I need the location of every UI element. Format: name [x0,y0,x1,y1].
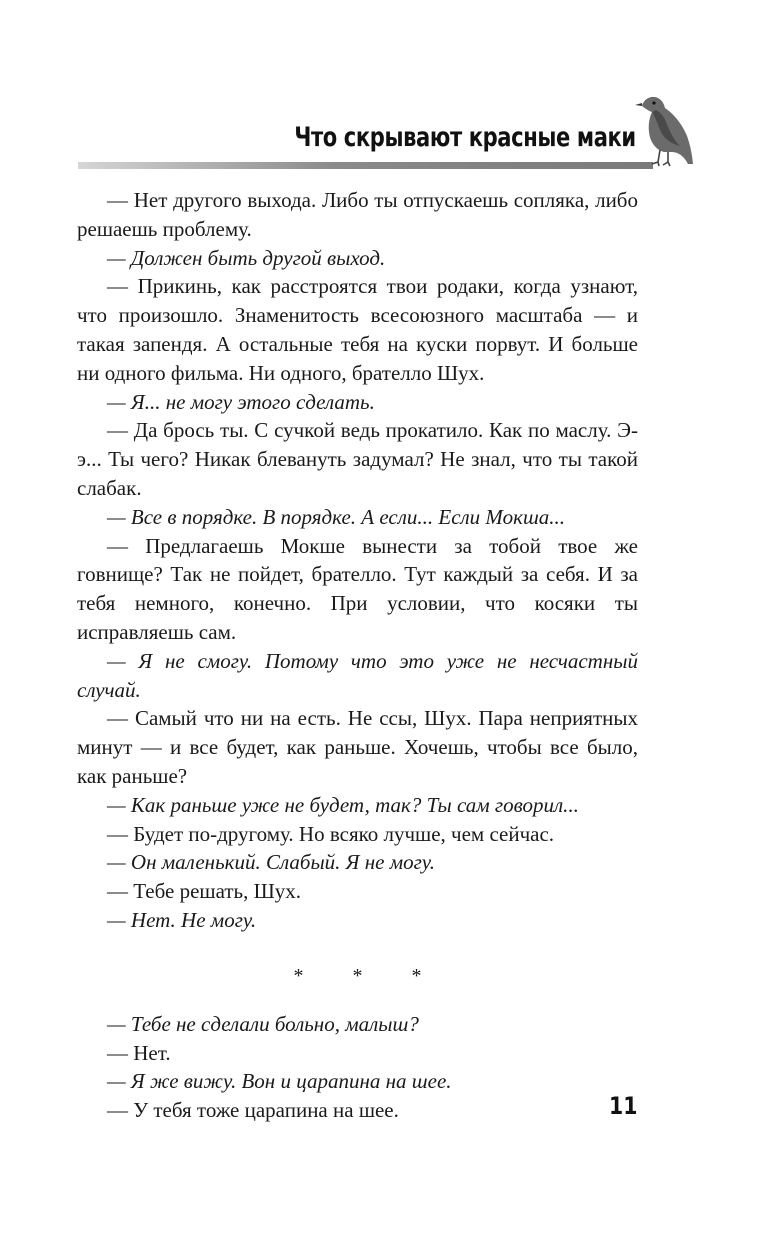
paragraph: — Как раньше уже не будет, так? Ты сам говорил... [107,792,579,817]
page-number: 11 [608,1092,637,1120]
dialogue-section-2 [77,1010,638,1125]
header-rule [78,162,653,169]
bird-icon [632,92,694,172]
paragraph: — Нет. Не могу. [107,907,257,932]
paragraph: — Нет. [107,1040,171,1065]
paragraph: — Будет по-другому. Но всяко лучше, чем сейчас. [107,821,555,846]
paragraph: — У тебя тоже царапина на шее. [107,1098,399,1123]
paragraph: — Нет другого выхода. Либо ты отпускаешь сопляка, либо решаешь проблему. [77,188,638,241]
paragraph: — Все в порядке. В порядке. А если... Если Мокша... [107,504,566,529]
paragraph: — Тебе не сделали больно, малыш? [107,1011,419,1036]
paragraph: — Он маленький. Слабый. Я не могу. [107,850,436,875]
paragraph: — Прикинь, как расстроятся твои родаки, когда узнают, что произошло. Знаменитость всесоюзного масштаба — и такая запендя. А остальные тебя на куски порвут. И больше ни одного фильма. Ни одного, брателло Шух. [77,274,638,385]
paragraph: — Да брось ты. С сучкой ведь прокатило. Как по маслу. Э-э... Ты чего? Никак блевануть задумал? Не знал, что ты такой слабак. [77,418,638,500]
dialogue-section-1 [77,186,638,935]
paragraph: — Самый что ни на есть. Не ссы, Шух. Пара неприятных минут — и все будет, как раньше. Хочешь, чтобы все было, как раньше? [77,706,638,788]
paragraph: — Я... не могу этого сделать. [107,389,375,414]
paragraph: — Я же вижу. Вон и царапина на шее. [107,1069,452,1094]
paragraph: — Я не смогу. Потому что это уже не несчастный случай. [77,648,638,702]
section-separator: * * * [293,964,444,987]
text-body [77,186,638,1125]
paragraph: — Предлагаешь Мокше вынести за тобой твое же говнище? Так не пойдет, брателло. Тут каждый за себя. И за тебя немного, конечно. При условии, что косяки ты исправляешь сам. [77,533,638,644]
book-title: Что скрывают красные маки [294,122,636,153]
paragraph: — Должен быть другой выход. [107,245,386,270]
paragraph: — Тебе решать, Шух. [107,879,302,904]
